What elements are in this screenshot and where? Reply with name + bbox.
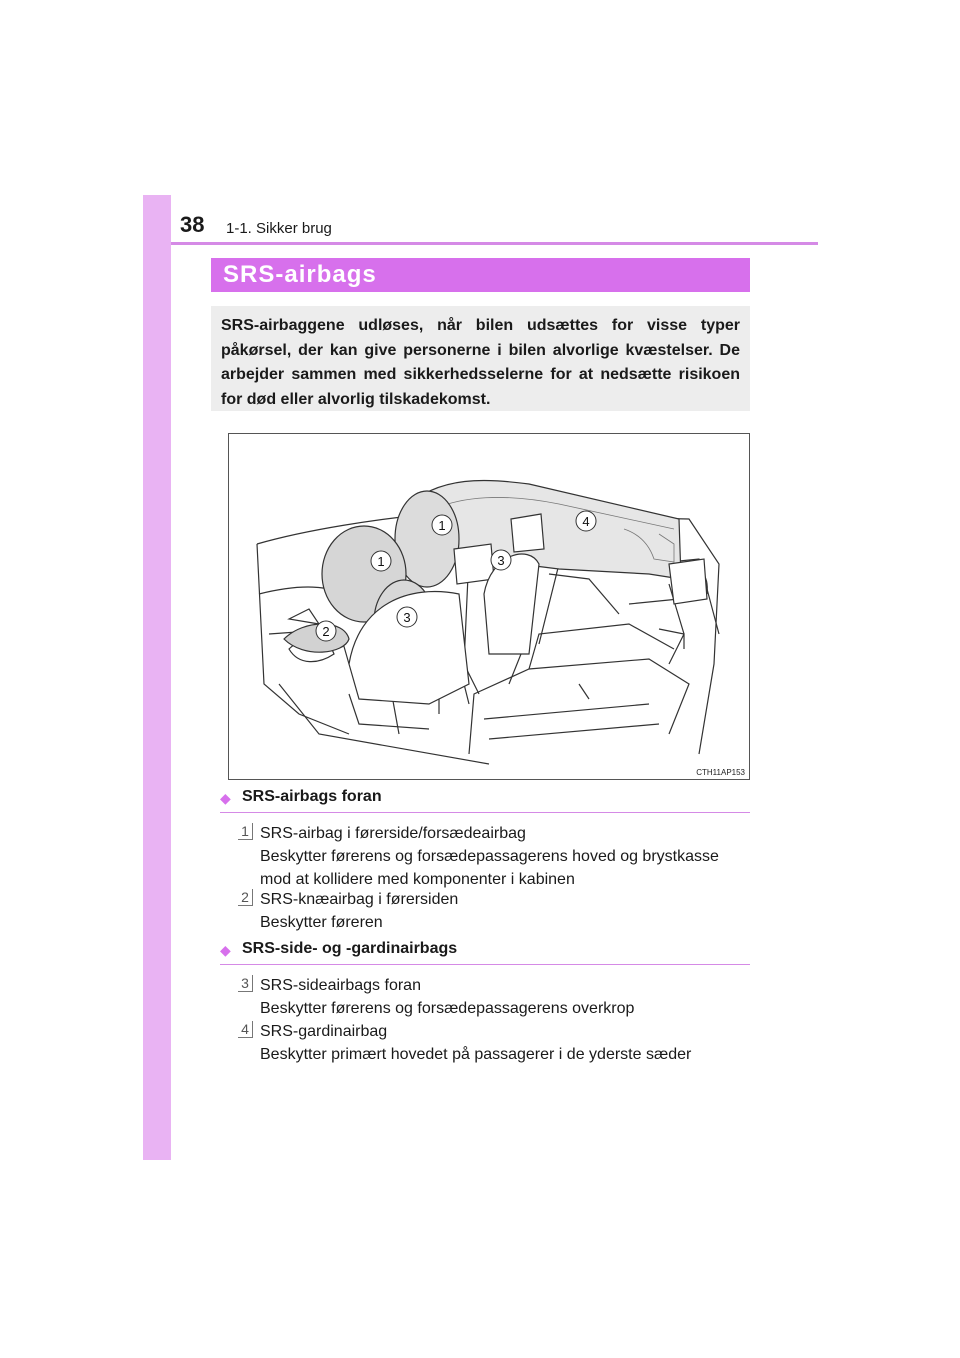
subhead-text: SRS-airbags foran (242, 788, 382, 805)
callout-3-right-label: 3 (497, 553, 505, 568)
item-description: Beskytter førerens og forsædepassagerens overkrop (260, 1000, 635, 1017)
airbag-illustration (228, 433, 750, 780)
callout-1-lower-label: 1 (377, 554, 385, 569)
callout-1-upper-label: 1 (438, 518, 446, 533)
callout-2-label: 2 (322, 624, 330, 639)
item-description: Beskytter primært hovedet på passagerer i de yderste sæder (260, 1046, 692, 1063)
diamond-bullet-icon: ◆ (220, 942, 231, 958)
item-number: 1 (238, 823, 253, 840)
callout-4-label: 4 (582, 514, 590, 529)
header-rule (171, 242, 818, 245)
item-number: 4 (238, 1021, 253, 1038)
page-number: 38 (180, 212, 205, 237)
car-interior-drawing (229, 434, 749, 779)
subhead-front-airbags (220, 786, 750, 813)
intro-text: SRS-airbaggene udløses, når bilen udsættes for visse typer påkørsel, der kan give personerne i bilen alvorlige kvæstelser. De arbejder sammen med sikkerhedsselerne for at nedsætte risikoen for død eller alvorlig tilskadekomst. (221, 317, 740, 408)
item-number: 2 (238, 889, 253, 906)
subhead-text: SRS-side- og -gardinairbags (242, 940, 458, 957)
item-description: mod at kollidere med komponenter i kabinen (260, 871, 575, 888)
figure-code: CTH11AP153 (696, 768, 745, 777)
item-title: SRS-airbag i førerside/forsædeairbag (260, 825, 526, 842)
item-title: SRS-sideairbags foran (260, 977, 421, 994)
item-title: SRS-knæairbag i førersiden (260, 891, 459, 908)
side-tab-strip (143, 195, 171, 1160)
callout-3-left-label: 3 (403, 610, 411, 625)
intro-box (211, 306, 750, 411)
item-title: SRS-gardinairbag (260, 1023, 388, 1040)
item-description: Beskytter førerens og forsædepassagerens hoved og brystkasse (260, 848, 719, 865)
item-description: Beskytter føreren (260, 914, 383, 931)
page-title: SRS-airbags (223, 261, 377, 288)
diamond-bullet-icon: ◆ (220, 790, 231, 806)
item-number: 3 (238, 975, 253, 992)
section-title-bar (211, 258, 750, 292)
section-breadcrumb: 1-1. Sikker brug (226, 220, 332, 237)
subhead-side-curtain-airbags (220, 938, 750, 965)
